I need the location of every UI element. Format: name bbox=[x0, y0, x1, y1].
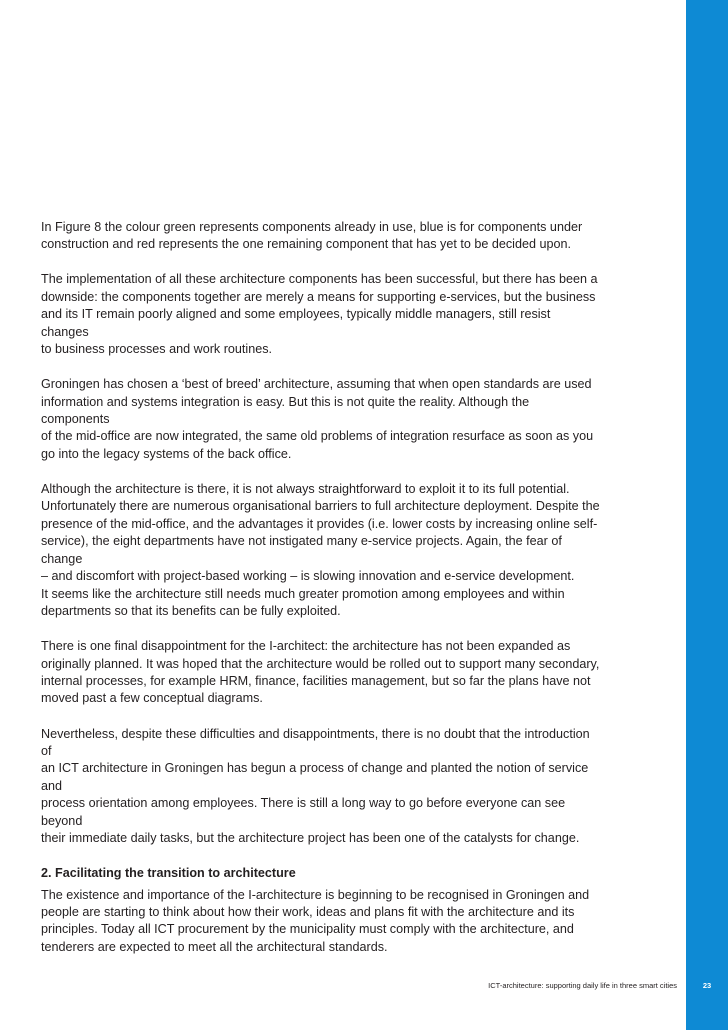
section-heading: 2. Facilitating the transition to architecture bbox=[41, 866, 296, 881]
paragraph-figure-colours: In Figure 8 the colour green represents components already in use, blue is for components under construction and red represents the one remaining component that has yet to be decided upon. bbox=[41, 220, 583, 252]
paragraph-best-of-breed: Groningen has chosen a ‘best of breed’ architecture, assuming that when open standards are used information and systems integration is easy. But this is not quite the reality. Although the components of the mid-office are now integrated, the same old problems of integration resurface as soon as you go into the legacy systems of the back office. bbox=[41, 377, 594, 461]
paragraph-final-disappointment: There is one final disappointment for the I-architect: the architecture has not been expanded as originally planned. It was hoped that the architecture would be rolled out to support many secondary, internal processes, for example HRM, finance, facilities management, but so far the plans have not moved past a few conceptual diagrams. bbox=[41, 639, 600, 706]
paragraph-nevertheless: Nevertheless, despite these difficulties and disappointments, there is no doubt that the introduction of an ICT architecture in Groningen has begun a process of change and planted the notion of service and process orientation among employees. There is still a long way to go before everyone can see beyond their immediate daily tasks, but the architecture project has been one of the catalysts for change. bbox=[41, 726, 590, 845]
paragraph-transition: The existence and importance of the I-architecture is beginning to be recognised in Groningen and people are starting to think about how their work, ideas and plans fit with the architecture and its principles. Today all ICT procurement by the municipality must comply with the architecture, and tenderers are expected to meet all the architectural standards. bbox=[41, 887, 590, 954]
side-accent-band bbox=[686, 0, 728, 1030]
running-title: ICT-architecture: supporting daily life in three smart cities bbox=[488, 981, 677, 990]
paragraph-barriers: Although the architecture is there, it is not always straightforward to exploit it to its full potential. Unfortunately there are numerous organisational barriers to full architecture deployment. Despite the presence of the mid-office, and the advantages it provides (i.e. lower costs by increasing online self- service), the eight departments have not instigated many e-service projects. Again, the fear of change – and discomfort with project-based working – is slowing innovation and e-service development. It seems like the architecture still needs much greater promotion among employees and within departments so that its benefits can be fully exploited. bbox=[41, 482, 600, 618]
paragraph-implementation: The implementation of all these architecture components has been successful, but there has been a downside: the components together are merely a means for supporting e-services, but the business and its IT remain poorly aligned and some employees, typically middle managers, still resist changes to business processes and work routines. bbox=[41, 272, 598, 357]
page-number: 23 bbox=[702, 981, 712, 990]
page-body bbox=[41, 219, 601, 956]
